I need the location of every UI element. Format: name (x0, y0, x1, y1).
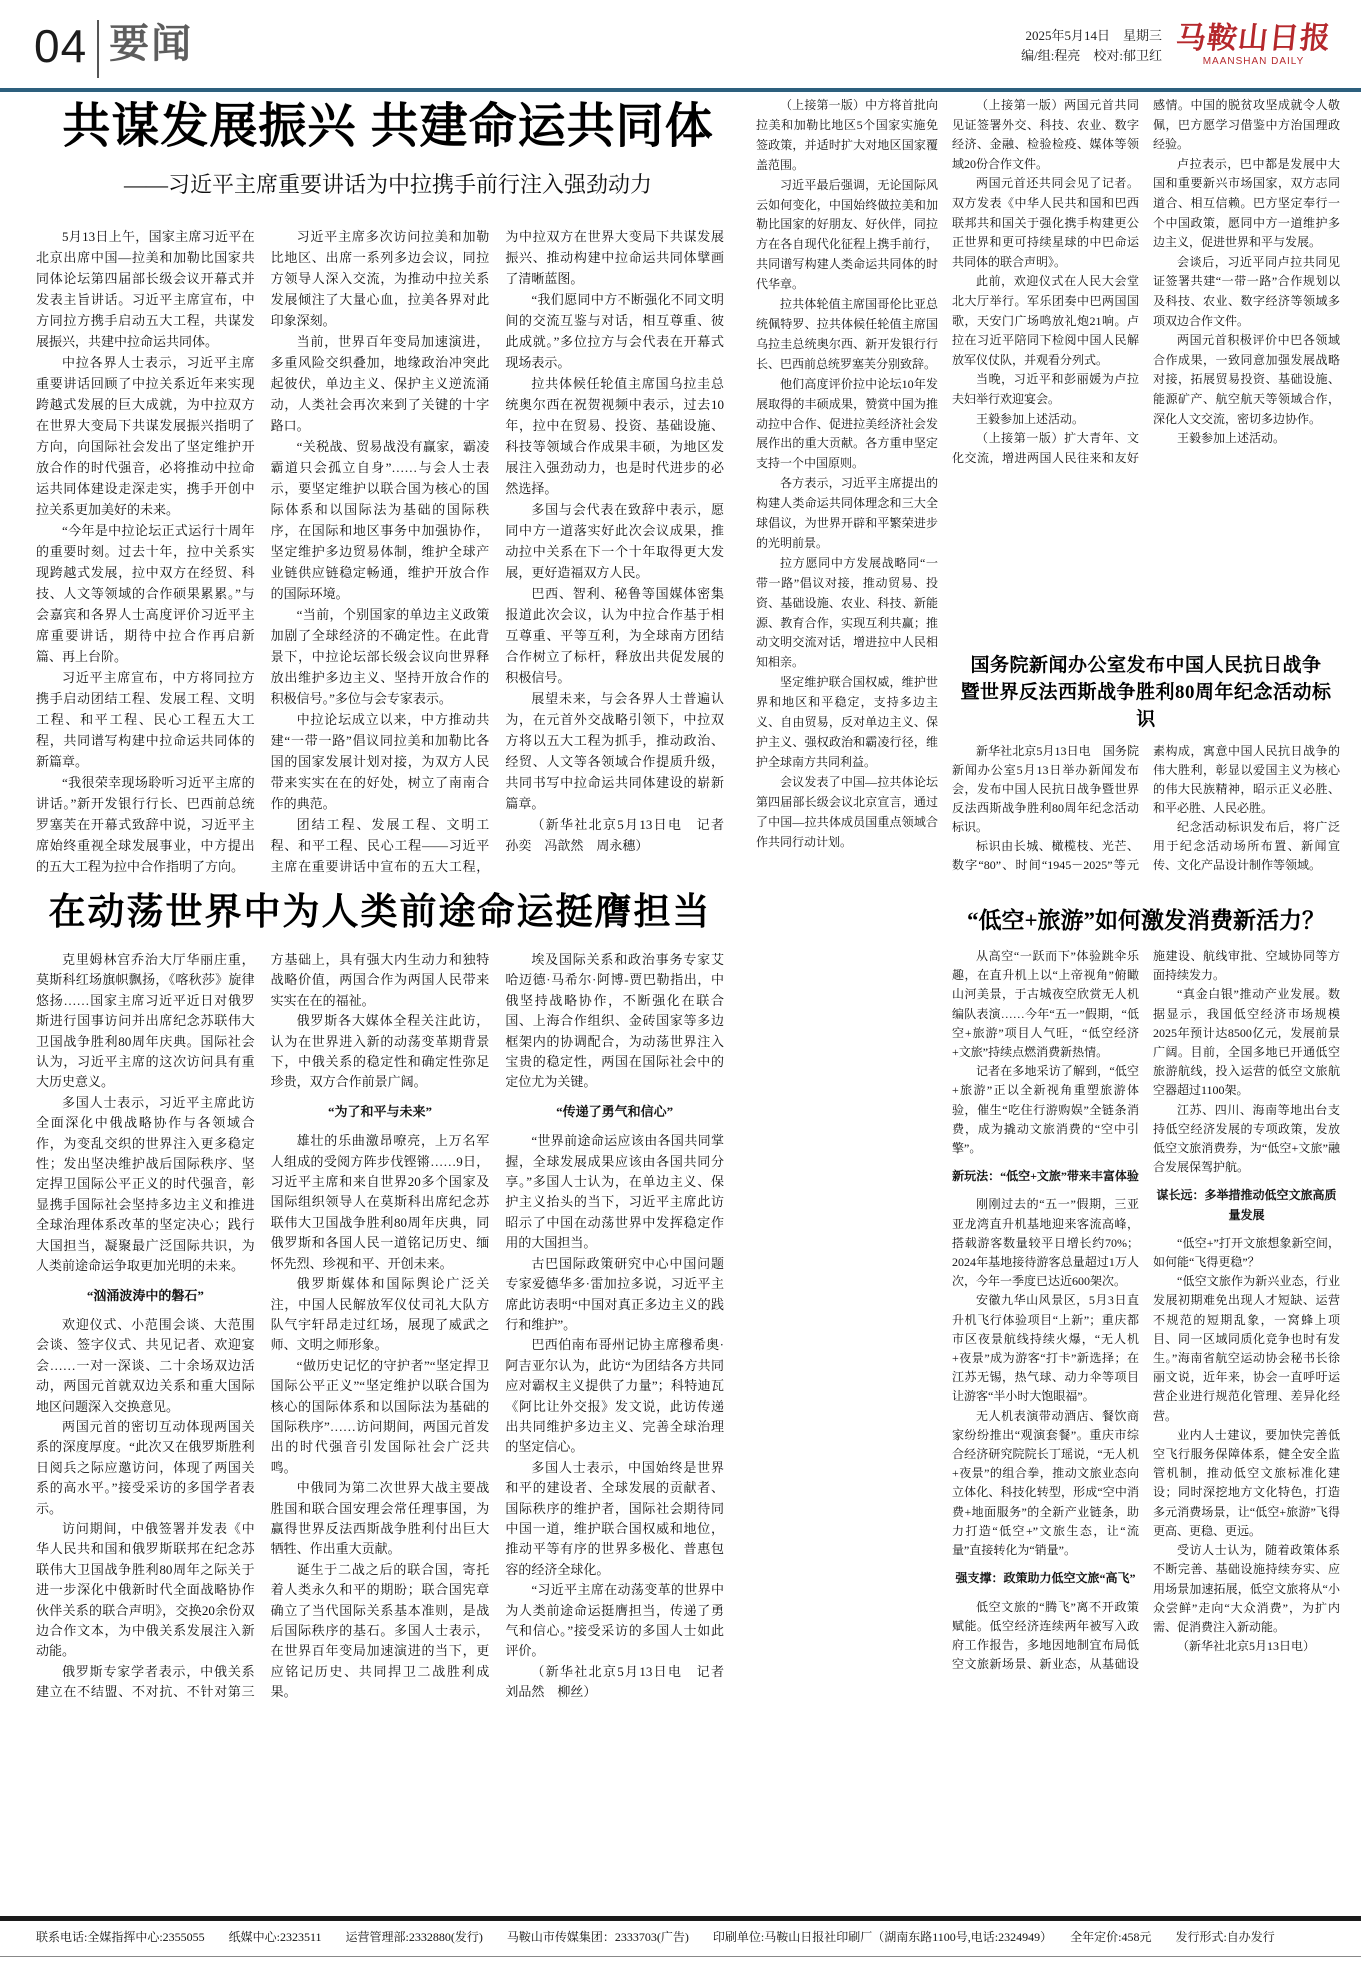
article-block-p: （上接第一版）扩大青年、文化交流，增进两国人民往来和友好感情。中国的脱贫攻坚成就令人敬佩，巴方愿学习借鉴中方治国理政经验。 (952, 98, 1340, 465)
article-block-p: 刚刚过去的“五一”假期，三亚亚龙湾直升机基地迎来客流高峰，搭载游客数量较平日增长约70%；2024年基地接待游客总量超过1万人次，今年一季度已达近600架次。 (952, 1197, 1139, 1289)
paper-logo (1176, 24, 1331, 67)
article-block-p: 团结工程、发展工程、文明工程、和平工程、民心工程——习近平主席在重要讲话中宣布的五大工程，为中拉双方在世界大变局下共谋发展振兴、推动构建中拉命运共同体擘画了清晰蓝图。 (270, 229, 724, 874)
article-block-p: 江苏、四川、海南等地出台支持低空经济发展的专项政策，发放低空文旅消费券，为“低空+文旅”融合发展保驾护航。 (1153, 1102, 1340, 1175)
article-block-p: “今年是中拉论坛正式运行十周年的重要时刻。过去十年，拉中关系实现跨越式发展，拉中双方在经贸、科技、人文等领域的合作硕果累累。”与会嘉宾和各界人士高度评价习近平主席重要讲话，期待中拉合作再启新篇、再上台阶。 (36, 523, 255, 664)
article-block-p: 新华社北京5月13日电 国务院新闻办公室5月13日举办新闻发布会，发布中国人民抗日战争暨世界反法西斯战争胜利80周年纪念活动标识。 (952, 744, 1139, 834)
article-block-p: 记者在多地采访了解到，“低空+旅游”正以全新视角重塑旅游体验，催生“吃住行游购娱”全链条消费，成为撬动文旅消费的“空中引擎”。 (952, 1064, 1139, 1156)
article-block-p: （上接第一版）两国元首共同见证签署外交、科技、农业、数字经济、金融、检验检疫、媒体等领域20份合作文件。 (952, 98, 1139, 171)
article-block-p: （上接第一版）中方将首批向拉美和加勒比地区5个国家实施免签政策，并适时扩大对地区国家覆盖范围。 (756, 98, 938, 172)
article-block-p: “低空+”打开文旅想象新空间，如何能“飞得更稳”？ (1153, 1235, 1340, 1270)
article-block-p: 拉共体轮值主席国哥伦比亚总统佩特罗、拉共体候任轮值主席国乌拉圭总统奥尔西、新开发银行行长、巴西前总统罗塞芙分别致辞。 (756, 297, 938, 371)
article-block-p: 两国元首积极评价中巴各领域合作成果，一致同意加强发展战略对接，拓展贸易投资、基础设施、能源矿产、航空航天等领域合作，深化人文交流，密切多边协作。 (1153, 333, 1340, 426)
article-block-p: 拉共体候任轮值主席国乌拉圭总统奥尔西在祝贺视频中表示，过去10年，拉中在贸易、投资、基础设施、科技等领域合作成果丰硕，为地区发展注入强劲动力，也是时代进步的必然选择。 (505, 376, 724, 496)
footer-rule (0, 1916, 1361, 1921)
article-block-p: 从高空“一跃而下”体验跳伞乐趣，在直升机上以“上帝视角”俯瞰山河美景，于古城夜空欣赏无人机编队表演……今年“五一”假期，“低空+旅游”项目人气旺，“低空经济+文旅”持续点燃消费新热情。 (952, 949, 1139, 1060)
article-block-sub: “为了和平与未来” (327, 1103, 432, 1119)
header-right (1021, 24, 1331, 67)
article-block-p: 他们高度评价拉中论坛10年发展取得的丰硕成果，赞赏中国为推动拉中合作、促进拉美经济社会发展作出的重大贡献。各方重申坚定支持一个中国原则。 (756, 376, 938, 471)
article-block-p: 习近平主席多次访问拉美和加勒比地区、出席一系列多边会议，同拉方领导人深入交流，为推动中拉关系发展倾注了大量心血，拉美各界对此印象深刻。 (270, 229, 490, 328)
article-block-p: 两国元首的密切互动体现两国关系的深度厚度。“此次又在俄罗斯胜利日阅兵之际应邀访问，体现了两国关系的高水平。”接受采访的多国学者表示。 (36, 1418, 255, 1516)
article-block-sub: 新玩法：“低空+文旅”带来丰富体验 (952, 1169, 1139, 1184)
header-divider (97, 20, 99, 78)
article-block-p: 卢拉表示，巴中都是发展中大国和重要新兴市场国家，双方志同道合、相互信赖。巴方坚定奉行一个中国政策，愿同中方一道维护多边主义，促进世界和平与发展。 (1153, 156, 1340, 250)
article-block-p: 会谈后，习近平同卢拉共同见证签署共建“一带一路”合作规划以及科技、农业、数字经济等领域多项双边合作文件。 (1153, 254, 1340, 328)
article-block-p: 纪念活动标识发布后，将广泛用于纪念活动场所布置、新闻宣传、文化产品设计制作等领域。 (1153, 820, 1340, 872)
article-block-p: 多国人士表示，中国始终是世界和平的建设者、全球发展的贡献者、国际秩序的维护者，国际社会期待同中国一道，维护联合国权威和地位，推动平等有序的世界多极化、普惠包容的经济全球化。 (505, 1459, 724, 1577)
footer-text: 联系电话:全媒指挥中心:2355055 纸媒中心:2323511 运营管理部:2332880(发行) 马鞍山市传媒集团：2333703(广告) 印刷单位:马鞍山日报社印刷厂（湖南东路1100号,电话:2324949） 全年定价:458元 发行形式:自办发行 (36, 1930, 1275, 1944)
world-article-headline: 在动荡世界中为人类前途命运挺膺担当 (48, 892, 712, 933)
continuation-column-b (952, 96, 1340, 644)
article-block-p: 诞生于二战之后的联合国，寄托着人类永久和平的期盼；联合国宪章确立了当代国际关系基本准则，是战后国际秩序的基石。多国人士表示，在世界百年变局加速演进的当下，更应铭记历史、共同捍卫二战胜利成果。 (270, 1561, 490, 1700)
article-block-byline: （新华社北京5月13日电 记者 孙奕 冯歆然 周永穗） (505, 817, 737, 853)
article-block-p: 俄罗斯媒体和国际舆论广泛关注，中国人民解放军仪仗司礼大队方队气宇轩昂走过红场，展现了威武之师、文明之师形象。 (270, 1276, 490, 1353)
main-subtitle: ——习近平主席重要讲话为中拉携手前行注入强劲动力 (123, 172, 652, 197)
kangzhan-headline-line1: 国务院新闻办公室发布中国人民抗日战争 (970, 655, 1322, 676)
article-block-p: 俄罗斯专家学者表示，中俄关系建立在不结盟、不对抗、不针对第三方基础上，具有强大内生动力和独特战略价值，两国合作为两国人民带来实实在在的福祉。 (36, 952, 490, 1700)
kangzhan-article (952, 652, 1340, 894)
paper-logo-en: MAANSHAN DAILY (1202, 56, 1305, 67)
article-block-p: 中拉论坛成立以来，中方推动共建“一带一路”倡议同拉美和加勒比各国的国家发展计划对接，为双方人民带来实实在在的好处，树立了南南合作的典范。 (270, 712, 490, 811)
header-left (34, 18, 193, 78)
main-headline: 共谋发展振兴 共建命运共同体 (62, 100, 714, 153)
article-block-p: 两国元首还共同会见了记者。双方发表《中华人民共和国和巴西联邦共和国关于强化携手构建更公正世界和更可持续星球的中巴命运共同体的联合声明》。 (952, 176, 1139, 269)
article-block-p: 拉方愿同中方发展战略同“一带一路”倡议对接，推动贸易、投资、基础设施、农业、科技、新能源、教育合作，实现互利共赢；推动文明交流对话，增进拉中人民相知相亲。 (756, 555, 938, 670)
article-block-p: 业内人士建议，要加快完善低空飞行服务保障体系，健全安全监管机制，推动低空文旅标准化建设；同时深挖地方文化特色，打造多元消费场景，让“低空+旅游”飞得更高、更稳、更远。 (1153, 1427, 1340, 1538)
article-block-p: 当晚，习近平和彭丽媛为卢拉夫妇举行欢迎宴会。 (952, 372, 1139, 406)
article-block-p: 访问期间，中俄签署并发表《中华人民共和国和俄罗斯联邦在纪念苏联伟大卫国战争胜利80周年之际关于进一步深化中俄新时代全面战略协作伙伴关系的联合声明》，交换20余份双边合作文本，为中俄关系发展注入新动能。 (36, 1520, 255, 1659)
kangzhan-headline-line2: 暨世界反法西斯战争胜利80周年纪念活动标识 (960, 682, 1332, 730)
article-block-sub: “汹涌波涛中的磐石” (86, 1287, 204, 1303)
kangzhan-body (952, 742, 1340, 894)
article-block-p: 习近平主席宣布，中方将同拉方携手启动团结工程、发展工程、文明工程、和平工程、民心工程五大工程，共同谱写构建中拉命运共同体的新篇章。 (36, 670, 255, 769)
article-block-p: 王毅参加上述活动。 (1177, 431, 1286, 446)
article-block-p: 中俄同为第二次世界大战主要战胜国和联合国安理会常任理事国，为赢得世界反法西斯战争胜利付出巨大牺牲、作出重大贡献。 (270, 1480, 490, 1557)
article-block-p: 巴西、智利、秘鲁等国媒体密集报道此次会议，认为中拉合作基于相互尊重、平等互利，为全球南方团结合作树立了标杆，释放出共促发展的积极信号。 (505, 586, 724, 685)
article-block-p: 安徽九华山风景区，5月3日直升机飞行体验项目“上新”；重庆都市区夜景航线持续火爆，“无人机+夜景”成为游客“打卡”新选择；在江苏无锡，热气球、动力伞等项目让游客“半小时大饱眼福”。 (952, 1293, 1139, 1404)
article-block-p: 多国与会代表在致辞中表示，愿同中方一道落实好此次会议成果，推动拉中关系在下一个十年取得更大发展，更好造福双方人民。 (505, 502, 724, 580)
article-block-p: 受访人士认为，随着政策体系不断完善、基础设施持续夯实、应用场景加速拓展，低空文旅将从“小众尝鲜”走向“大众消费”，为扩内需、促消费注入新动能。 (1153, 1543, 1340, 1634)
article-block-byline: （新华社北京5月13日电） (1177, 1639, 1316, 1654)
article-block-p: “我们愿同中方不断强化不同文明间的交流互鉴与对话，相互尊重、彼此成就。”多位拉方与会代表在开幕式现场表示。 (505, 292, 724, 370)
article-block-p: 俄罗斯各大媒体全程关注此访，认为在世界进入新的动荡变革期背景下，中俄关系的稳定性和确定性弥足珍贵，双方合作前景广阔。 (270, 1013, 490, 1090)
article-block-sub: 谋长远：多举措推动低空文旅高质量发展 (1156, 1188, 1337, 1222)
article-block-p: 王毅参加上述活动。 (976, 411, 1085, 426)
continuation-column-a (756, 96, 938, 890)
article-block-sub: 强支撑：政策助力低空文旅“高飞” (955, 1571, 1136, 1586)
article-block-p: 无人机表演带动酒店、餐饮商家纷纷推出“观演套餐”。重庆市综合经济研究院院长丁瑶说，“无人机+夜景”的组合拳，推动文旅业态向立体化、科技化转型，形成“空中消费+地面服务”的全新产业链条，助力打造“低空+”文旅生态，让“流量”直接转化为“销量”。 (952, 1408, 1139, 1558)
article-block-p: 多国人士表示，习近平主席此访全面深化中俄战略协作与各领域合作，为变乱交织的世界注入更多稳定性；发出坚决维护战后国际秩序、坚定捍卫国际公平正义的时代强音，彰显携手国际社会坚持多边主义和推进全球治理体系改革的坚定决心；践行大国担当，凝聚最广泛国际共识，为人类前途命运争取更加光明的未来。 (36, 1094, 255, 1274)
main-article-header (36, 98, 740, 200)
article-block-p: “低空文旅作为新兴业态，行业发展初期难免出现人才短缺、运营不规范的短期乱象，一窝蜂上项目、同一区域同质化竞争也时有发生。”海南省航空运动协会秘书长徐丽文说，近年来，协会一直呼吁运营企业进行规范化管理、差异化经营。 (1153, 1274, 1340, 1423)
article-block-p: “真金白银”推动产业发展。数据显示，我国低空经济市场规模2025年预计达8500亿元，发展前景广阔。目前，全国多地已开通低空旅游航线，投入运营的低空文旅航空器超过1100架。 (1153, 987, 1340, 1098)
article-block-p: 克里姆林宫乔治大厅华丽庄重，莫斯科红场旗帜飘扬，《喀秋莎》旋律悠扬……国家主席习近平近日对俄罗斯进行国事访问并出席纪念苏联伟大卫国战争胜利80周年庆典。国际社会认为，习近平主席的这次访问具有重大历史意义。 (36, 952, 255, 1090)
footer-bottom-rule (0, 1956, 1361, 1957)
article-block-p: 埃及国际关系和政治事务专家艾哈迈德·马希尔·阿博-贾巴勒指出，中俄坚持战略协作，不断强化在联合国、上海合作组织、金砖国家等多边框架内的协调配合，为动荡世界注入宝贵的稳定性，两国在国际社会中的定位尤为关键。 (505, 952, 724, 1090)
article-block-p: 5月13日上午，国家主席习近平在北京出席中国—拉美和加勒比国家共同体论坛第四届部长级会议开幕式并发表主旨讲话。习近平主席宣布，中方同拉方携手启动五大工程，共谋发展振兴，共建中拉命运共同体。 (36, 229, 255, 349)
article-block-p: 各方表示，习近平主席提出的构建人类命运共同体理念和三大全球倡议，为世界开辟和平繁荣进步的光明前景。 (756, 476, 938, 550)
article-block-p: 雄壮的乐曲激昂嘹亮，上万名军人组成的受阅方阵步伐铿锵……9日，习近平主席和来自世界20多个国家及国际组织领导人在莫斯科出席纪念苏联伟大卫国战争胜利80周年庆典，同俄罗斯和各国人民一道铭记历史、缅怀先烈、珍视和平、开创未来。 (270, 1133, 490, 1271)
article-block-byline: （新华社北京5月13日电 记者 刘品然 柳丝） (505, 1663, 737, 1700)
article-block-p: 会议发表了中国—拉共体论坛第四届部长级会议北京宣言，通过了中国—拉共体成员国重点领域合作共同行动计划。 (756, 774, 938, 849)
article-block-p: 巴西伯南布哥州记协主席穆希奥·阿吉亚尔认为，此访“为团结各方共同应对霸权主义提供了力量”；科特迪瓦《阿比让外交报》发文说，此访传递出共同维护多边主义、完善全球治理的坚定信心。 (505, 1337, 724, 1455)
lowalt-headline: “低空+旅游”如何激发消费新活力？ (966, 908, 1326, 933)
article-block-p: 古巴国际政策研究中心中国问题专家爱德华多·雷加拉多说，习近平主席此访表明“中国对真正多边主义的践行和维护”。 (505, 1255, 724, 1332)
main-article-body (36, 226, 737, 880)
article-block-p: 习近平最后强调，无论国际风云如何变化，中国始终做拉美和加勒比国家的好朋友、好伙伴，同拉方在各自现代化征程上携手前行，共同谱写构建人类命运共同体的时代华章。 (756, 177, 938, 292)
article-block-p: 当前，世界百年变局加速演进，多重风险交织叠加，地缘政治冲突此起彼伏，单边主义、保护主义逆流涌动，人类社会再次来到了关键的十字路口。 (270, 334, 490, 433)
editor-text: 编/组:程亮 校对:郁卫红 (1021, 47, 1162, 63)
article-block-p: 低空文旅的“腾飞”离不开政策赋能。低空经济连续两年被写入政府工作报告，多地因地制宜布局低空文旅新场景、新业态，从基础设施建设、航线审批、空域协同等方面持续发力。 (952, 949, 1340, 1672)
article-block-p: “习近平主席在动荡变革的世界中为人类前途命运挺膺担当，传递了勇气和信心。”接受采访的多国人士如此评价。 (505, 1582, 724, 1659)
article-block-p: 坚定维护联合国权威，维护世界和地区和平稳定，支持多边主义、自由贸易，反对单边主义、保护主义、强权政治和霸凌行径，维护全球南方共同利益。 (756, 675, 938, 769)
article-block-p: 中拉各界人士表示，习近平主席重要讲话回顾了中拉关系近年来实现跨越式发展的巨大成就，为中拉双方在世界大变局下共谋发展振兴指明了方向，向国际社会发出了坚定维护开放合作的时代强音，必将推动中拉命运共同体建设走深走实，携手开创中拉关系更加美好的未来。 (36, 355, 255, 517)
article-block-p: “做历史记忆的守护者”“坚定捍卫国际公平正义”“坚定维护以联合国为核心的国际体系和以国际法为基础的国际秩序”……访问期间，两国元首发出的时代强音引发国际社会广泛共鸣。 (270, 1357, 490, 1475)
header-rule (0, 88, 1361, 92)
date-text: 2025年5月14日 星期三 (1025, 27, 1162, 43)
article-block-p: “世界前途命运应该由各国共同掌握，全球发展成果应该由各国共同分享。”多国人士认为，在单边主义、保护主义抬头的当下，习近平主席此访昭示了中国在动荡世界中发挥稳定作用的大国担当。 (505, 1133, 724, 1251)
article-block-p: 此前，欢迎仪式在人民大会堂北大厅举行。军乐团奏中巴两国国歌，天安门广场鸣放礼炮21响。卢拉在习近平陪同下检阅中国人民解放军仪仗队，并观看分列式。 (952, 274, 1139, 367)
article-block-p: “当前，个别国家的单边主义政策加剧了全球经济的不确定性。在此背景下，中拉论坛部长级会议向世界释放出维护多边主义、坚持开放合作的积极信号。”多位与会专家表示。 (270, 607, 490, 706)
article-block-p: 欢迎仪式、小范围会谈、大范围会谈、签字仪式、共见记者、欢迎宴会……一对一深谈、二十余场双边活动，两国元首就双边关系和重大国际地区问题深入交换意见。 (36, 1316, 255, 1414)
header-meta (1021, 26, 1162, 66)
lowalt-body (952, 947, 1340, 1859)
section-title: 要闻 (109, 22, 194, 66)
article-block-p: “我很荣幸现场聆听习近平主席的讲话。”新开发银行行长、巴西前总统罗塞芙在开幕式致辞中说，习近平主席始终重视全球发展事业，中方提出的五大工程为拉中合作指明了方向。 (36, 775, 255, 874)
article-block-p: 标识由长城、橄榄枝、光芒、数字“80”、时间“1945－2025”等元素构成，寓意中国人民抗日战争的伟大胜利，彰显以爱国主义为核心的伟大民族精神，昭示正义必胜、和平必胜、人民必胜。 (952, 744, 1340, 872)
page-header (30, 18, 1331, 84)
article-block-sub: “传递了勇气和信心” (556, 1103, 674, 1119)
article-block-p: 展望未来，与会各界人士普遍认为，在元首外交战略引领下，中拉双方将以五大工程为抓手，推动政治、经贸、人文等各领域合作提质升级，共同书写中拉命运共同体建设的崭新篇章。 (505, 691, 724, 811)
world-article-body (36, 950, 737, 1870)
paper-logo-cn: 马鞍山日报 (1174, 22, 1333, 55)
page-number: 04 (34, 20, 88, 72)
article-block-p: “关税战、贸易战没有赢家，霸凌霸道只会孤立自身”……与会人士表示，要坚定维护以联合国为核心的国际体系和以国际法为基础的国际秩序，在国际和地区事务中加强协作，坚定维护多边贸易体制，维护全球产业链供应链稳定畅通，维护开放合作的国际环境。 (270, 439, 490, 601)
lowalt-article (952, 905, 1340, 1859)
